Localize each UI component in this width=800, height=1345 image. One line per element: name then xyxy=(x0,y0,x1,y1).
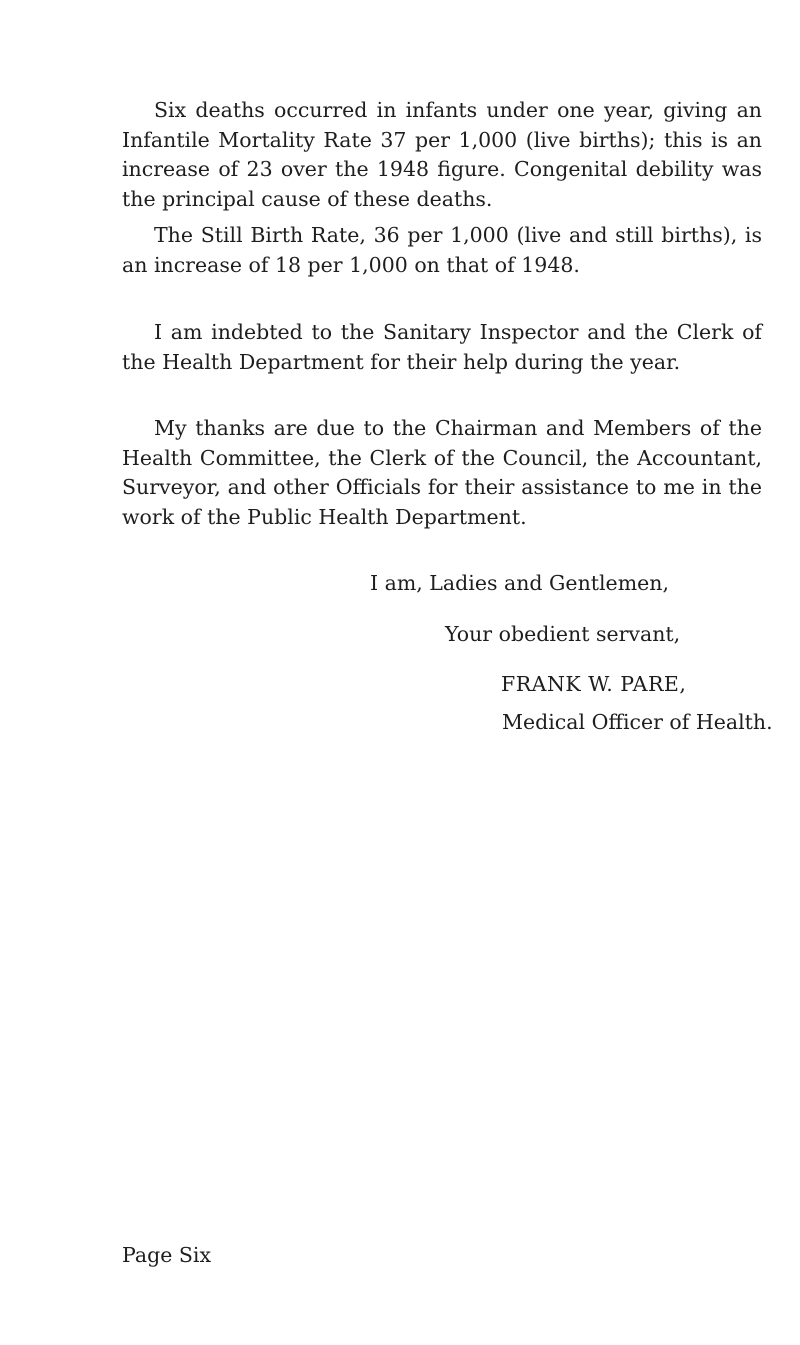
paragraph-text: The Still Birth Rate, 36 per 1,000 (live and still births), is an increase of 18 per 1,000 on that of 1948. xyxy=(122,223,762,277)
body-paragraph xyxy=(122,96,762,214)
paragraph-text: My thanks are due to the Chairman and Members of the Health Committee, the Clerk of the Council, the Accountant, Surveyor, and other Officials for their assistance to me in the work of the Public Health Department. xyxy=(122,416,762,529)
body-paragraph xyxy=(122,414,762,532)
signatory-title: Medical Officer of Health. xyxy=(502,710,773,734)
page-number-label: Page Six xyxy=(122,1243,212,1267)
closing-valediction: Your obedient servant, xyxy=(445,622,681,646)
paragraph-text: Six deaths occurred in infants under one year, giving an Infantile Mortality Rate 37 per 1,000 (live births); this is an increase of 23 over the 1948 figure. Congenital debility was the principal cause of these deaths. xyxy=(122,98,762,211)
paragraph-text: I am indebted to the Sanitary Inspector and the Clerk of the Health Department for their help during the year. xyxy=(122,320,762,374)
body-paragraph xyxy=(122,221,762,280)
closing-salutation: I am, Ladies and Gentlemen, xyxy=(370,571,669,595)
signatory-name: FRANK W. PARE, xyxy=(501,672,687,696)
body-paragraph xyxy=(122,318,762,377)
